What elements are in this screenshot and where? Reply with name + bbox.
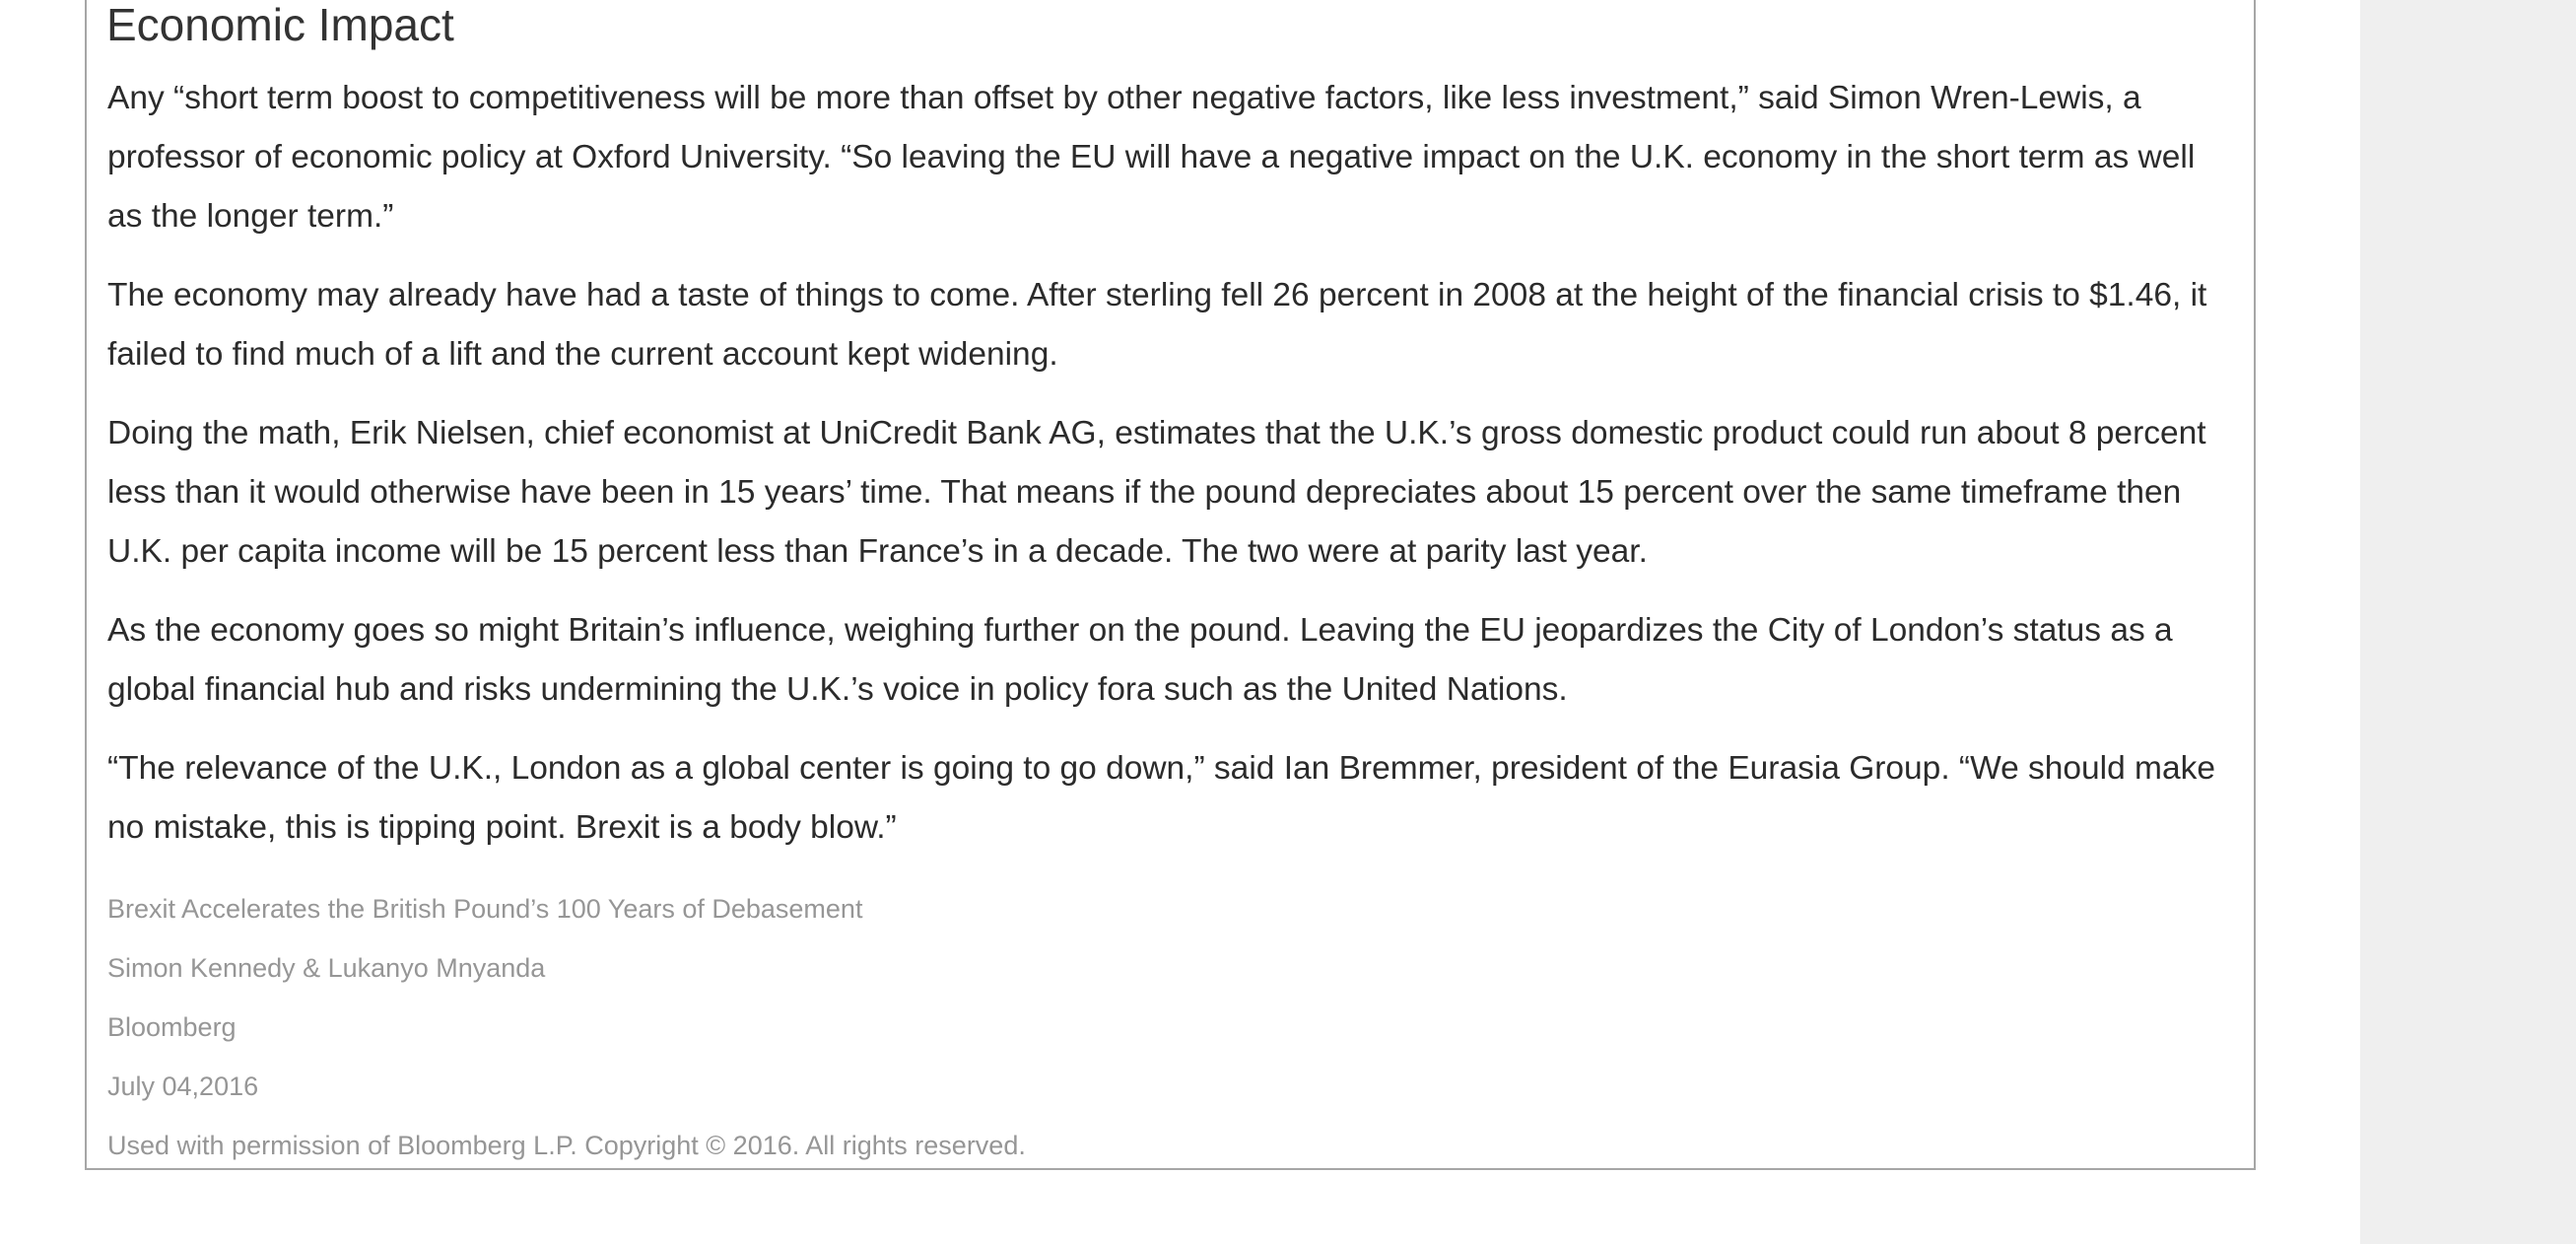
source-copyright: Used with permission of Bloomberg L.P. Copyright © 2016. All rights reserved. — [107, 1131, 1026, 1160]
source-authors: Simon Kennedy & Lukanyo Mnyanda — [107, 953, 546, 983]
paragraph-2: The economy may already have had a taste of things to come. After sterling fell 26 percent in 2008 at the height of the financial crisis to $1.46, it failed to find much of a lift and the current account kept widening. — [107, 277, 2207, 373]
right-sidebar-panel — [2360, 0, 2576, 1244]
paragraph-1: Any “short term boost to competitiveness will be more than offset by other negative factors, like less investment,” said Simon Wren-Lewis, a professor of economic policy at Oxford University. “So leaving the EU will have a negative impact on the U.K. economy in the short term as well as the longer term.” — [107, 80, 2196, 235]
paragraph-5: “The relevance of the U.K., London as a global center is going to go down,” said Ian Bremmer, president of the Eurasia Group. “We should make no mistake, this is tipping point. Brexit is a body blow.” — [107, 750, 2215, 846]
paragraph-4: As the economy goes so might Britain’s influence, weighing further on the pound. Leaving the EU jeopardizes the City of London’s status as a global financial hub and risks undermining the U.K.’s voice in policy fora such as the United Nations. — [107, 612, 2173, 708]
source-publisher: Bloomberg — [107, 1012, 237, 1042]
source-date: July 04,2016 — [107, 1071, 259, 1101]
paragraph-3: Doing the math, Erik Nielsen, chief economist at UniCredit Bank AG, estimates that the U.K.’s gross domestic product could run about 8 percent less than it would otherwise have been in 15 years’ time. That means if the pound depreciates about 15 percent over the same timeframe then U.K. per capita income will be 15 percent less than France’s in a decade. The two were at parity last year. — [107, 415, 2206, 570]
source-title: Brexit Accelerates the British Pound’s 100 Years of Debasement — [107, 894, 863, 924]
article-passage — [85, 0, 2256, 1170]
section-heading: Economic Impact — [106, 0, 454, 50]
